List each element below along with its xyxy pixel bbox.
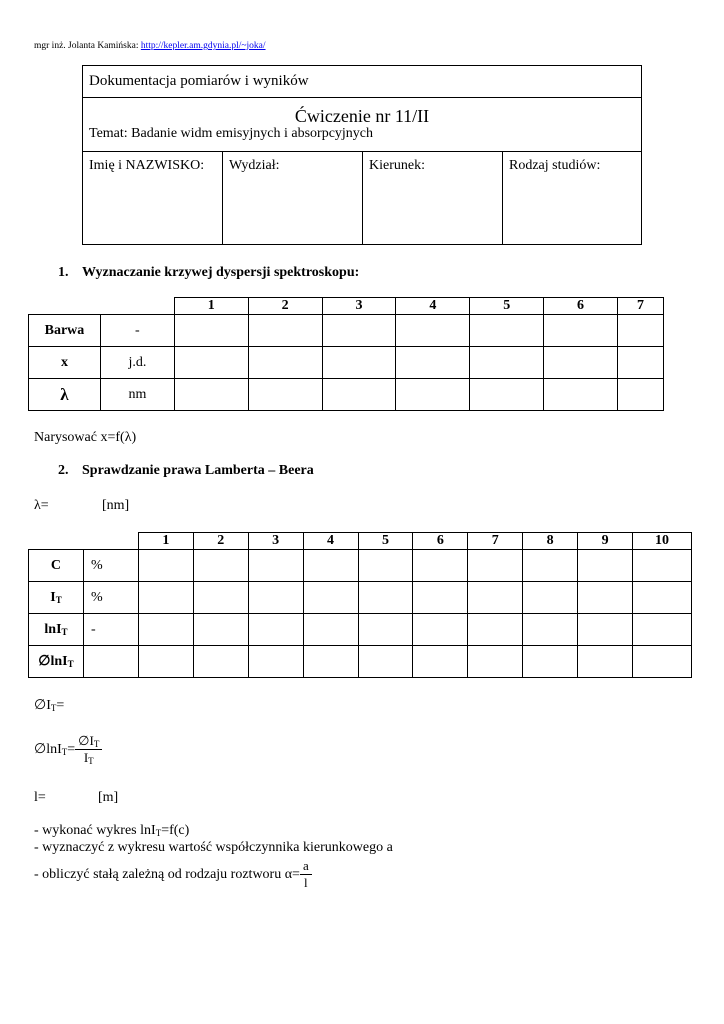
row-unit: % — [83, 582, 138, 614]
section-2-heading — [58, 463, 314, 479]
data-cell[interactable] — [523, 550, 578, 582]
data-cell[interactable] — [578, 646, 633, 678]
data-cell[interactable] — [544, 379, 618, 411]
data-cell[interactable] — [633, 582, 692, 614]
col-header: 8 — [523, 533, 578, 550]
data-cell[interactable] — [138, 582, 193, 614]
data-cell[interactable] — [138, 614, 193, 646]
col-header: 6 — [544, 298, 618, 315]
row-label: C — [29, 550, 84, 582]
data-cell[interactable] — [523, 582, 578, 614]
data-cell[interactable] — [413, 550, 468, 582]
data-cell[interactable] — [578, 614, 633, 646]
exercise-topic: Temat: Badanie widm emisyjnych i absorpcyjnych — [89, 126, 374, 141]
data-cell[interactable] — [544, 347, 618, 379]
data-cell[interactable] — [322, 379, 396, 411]
data-cell[interactable] — [523, 646, 578, 678]
data-cell[interactable] — [248, 315, 322, 347]
data-cell[interactable] — [617, 315, 663, 347]
data-cell[interactable] — [468, 550, 523, 582]
student-fields — [83, 152, 641, 245]
col-header: 2 — [193, 533, 248, 550]
row-label: ∅lnI$_T$ — [29, 646, 84, 678]
table-row — [29, 614, 692, 646]
data-cell[interactable] — [470, 315, 544, 347]
table-row — [29, 347, 664, 379]
data-cell[interactable] — [303, 614, 358, 646]
field-faculty[interactable]: Wydział: — [223, 152, 363, 245]
data-cell[interactable] — [396, 315, 470, 347]
row-label: λ — [29, 379, 101, 411]
data-cell[interactable] — [544, 315, 618, 347]
data-cell[interactable] — [413, 582, 468, 614]
col-header: 5 — [358, 533, 413, 550]
data-cell[interactable] — [358, 646, 413, 678]
table-row — [29, 315, 664, 347]
table-row — [29, 646, 692, 678]
data-cell[interactable] — [358, 614, 413, 646]
length-label: l= — [34, 790, 46, 805]
fraction: $\frac{a}{l}$ — [300, 858, 312, 891]
exercise-block — [83, 98, 641, 152]
section-2-number: 2. — [58, 463, 69, 478]
data-cell[interactable] — [193, 550, 248, 582]
fraction: $\frac{\emptyset I_T}{I_T}$ — [75, 733, 102, 766]
data-cell[interactable] — [322, 347, 396, 379]
author-text: mgr inż. Jolanta Kamińska: — [34, 41, 139, 51]
row-label: $I_T$ — [29, 582, 84, 614]
documentation-box — [82, 65, 642, 245]
row-unit: nm — [100, 379, 174, 411]
data-cell[interactable] — [523, 614, 578, 646]
data-cell[interactable] — [248, 347, 322, 379]
table-row — [29, 379, 664, 411]
data-cell[interactable] — [468, 614, 523, 646]
instruction-1: - wykonać wykres lnI$_T$=f(c) — [34, 823, 190, 838]
table-row — [29, 550, 692, 582]
data-cell[interactable] — [248, 379, 322, 411]
field-direction[interactable]: Kierunek: — [363, 152, 503, 245]
row-label: lnI$_T$ — [29, 614, 84, 646]
instruction-2: - wyznaczyć z wykresu wartość współczynnika kierunkowego a — [34, 840, 393, 855]
col-header: 4 — [303, 533, 358, 550]
section-1-number: 1. — [58, 265, 69, 280]
col-header: 9 — [578, 533, 633, 550]
page-header — [34, 41, 266, 51]
data-cell[interactable] — [303, 550, 358, 582]
row-unit: j.d. — [100, 347, 174, 379]
col-header: 3 — [322, 298, 396, 315]
data-cell[interactable] — [248, 550, 303, 582]
data-cell[interactable] — [396, 347, 470, 379]
data-cell[interactable] — [193, 646, 248, 678]
data-cell[interactable] — [413, 646, 468, 678]
data-cell[interactable] — [248, 646, 303, 678]
delta-ln-formula: ∅lnI$_T$= $\frac{\emptyset I_T}{I_T}$ — [34, 733, 102, 766]
data-cell[interactable] — [617, 347, 663, 379]
instruction-3: - obliczyć stałą zależną od rodzaju roztworu α= $\frac{a}{l}$ — [34, 858, 312, 891]
data-cell[interactable] — [322, 315, 396, 347]
data-cell[interactable] — [358, 582, 413, 614]
data-cell[interactable] — [358, 550, 413, 582]
delta-i-formula: $\emptyset I_T=$ — [34, 698, 65, 713]
row-label: Barwa — [29, 315, 101, 347]
data-cell[interactable] — [248, 614, 303, 646]
data-cell[interactable] — [303, 646, 358, 678]
length-unit: [m] — [98, 790, 119, 805]
exercise-title: Ćwiczenie nr 11/II — [294, 106, 430, 126]
data-cell[interactable] — [468, 582, 523, 614]
row-unit: - — [100, 315, 174, 347]
data-cell[interactable] — [138, 550, 193, 582]
data-cell[interactable] — [193, 582, 248, 614]
lambert-beer-table — [28, 532, 692, 678]
col-header: 6 — [413, 533, 468, 550]
data-cell[interactable] — [413, 614, 468, 646]
data-cell[interactable] — [633, 646, 692, 678]
section-1-heading — [58, 265, 359, 281]
row-unit — [83, 646, 138, 678]
data-cell[interactable] — [470, 347, 544, 379]
author-link[interactable]: http://kepler.am.gdynia.pl/~joka/ — [140, 41, 266, 51]
table-row — [29, 582, 692, 614]
data-cell[interactable] — [303, 582, 358, 614]
col-header: 10 — [633, 533, 692, 550]
field-name[interactable]: Imię i NAZWISKO: — [83, 152, 223, 245]
data-cell[interactable] — [248, 582, 303, 614]
col-header: 5 — [470, 298, 544, 315]
data-cell[interactable] — [174, 379, 248, 411]
data-cell[interactable] — [174, 315, 248, 347]
data-cell[interactable] — [138, 646, 193, 678]
data-cell[interactable] — [470, 379, 544, 411]
col-header: 3 — [248, 533, 303, 550]
data-cell[interactable] — [174, 347, 248, 379]
section-1-title: Wyznaczanie krzywej dyspersji spektroskopu: — [82, 265, 360, 280]
data-cell[interactable] — [633, 550, 692, 582]
row-unit: % — [83, 550, 138, 582]
col-header: 1 — [174, 298, 248, 315]
dispersion-table — [28, 297, 664, 411]
col-header: 2 — [248, 298, 322, 315]
row-label: x — [29, 347, 101, 379]
col-header: 1 — [138, 533, 193, 550]
row-unit: - — [83, 614, 138, 646]
col-header: 7 — [617, 298, 663, 315]
doc-heading: Dokumentacja pomiarów i wyników — [83, 66, 641, 98]
lambda-unit: [nm] — [102, 498, 130, 513]
data-cell[interactable] — [193, 614, 248, 646]
data-cell[interactable] — [578, 550, 633, 582]
data-cell[interactable] — [578, 582, 633, 614]
plot-instruction: Narysować x=f(λ) — [34, 430, 137, 445]
col-header: 4 — [396, 298, 470, 315]
field-study-type[interactable]: Rodzaj studiów: — [509, 158, 601, 173]
data-cell[interactable] — [633, 614, 692, 646]
data-cell[interactable] — [468, 646, 523, 678]
lambda-label: λ= — [34, 498, 49, 513]
section-2-title: Sprawdzanie prawa Lamberta – Beera — [82, 463, 314, 478]
data-cell[interactable] — [617, 379, 663, 411]
data-cell[interactable] — [396, 379, 470, 411]
col-header: 7 — [468, 533, 523, 550]
